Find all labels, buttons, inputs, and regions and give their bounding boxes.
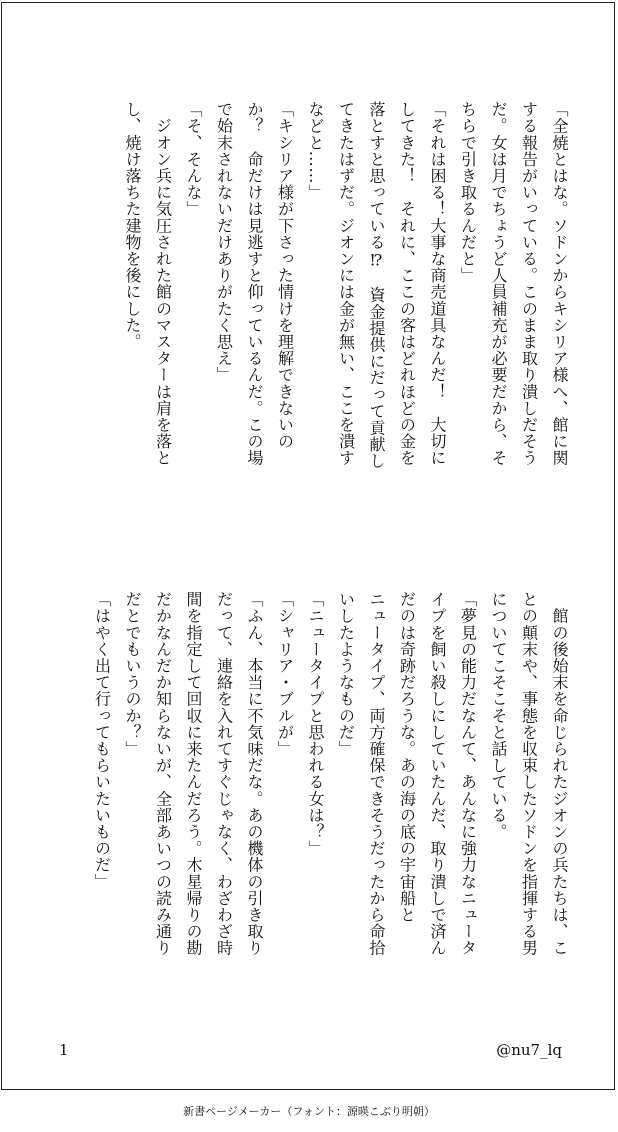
text-line: てきたはずだ。ジオンには金が無い、ここを潰す — [336, 101, 356, 467]
text-line: してきた！ それに、ここの客はどれほどの金を — [397, 101, 417, 467]
text-line: だ。女は月でちょうど人員補充が必要だから、そ — [489, 101, 508, 467]
text-block-top — [117, 101, 575, 541]
text-line: だとでもいうのか？」 — [123, 591, 142, 757]
text-line: などと……」 — [306, 101, 325, 201]
footer-credit: 新書ページメーカー（フォント：源暎こぶり明朝） — [183, 1105, 435, 1118]
text-line: 館の後始末を命じられたジオンの兵たちは、こ — [550, 591, 569, 957]
page-number: 1 — [59, 1041, 69, 1059]
text-line: 「そ、そんな」 — [184, 101, 203, 218]
text-line: ニュータイプ、両方確保できそうだったから命拾 — [367, 591, 386, 957]
text-line: だのは奇跡だろうな。あの海の底の宇宙船と — [397, 591, 417, 923]
text-line: だって、連絡を入れてすぐじゃなく、わざわざ時 — [214, 591, 234, 957]
text-block-bottom — [86, 591, 574, 1031]
text-line: 「ふん、本当に不気味だな。あの機体の引き取り — [245, 591, 264, 957]
text-line: いしたようなものだ」 — [336, 591, 356, 757]
text-line: 「ニュータイプと思われる女は？」 — [306, 591, 325, 857]
page-frame — [1, 2, 615, 1090]
text-line: ジオン兵に気圧された館のマスターは肩を落と — [153, 101, 173, 467]
text-line: だかなんだか知らないが、全部あいつの読み通り — [153, 591, 173, 957]
text-line: 「全焼とはな。ソドンからキシリア様へ、館に関 — [550, 101, 569, 467]
text-line: で始末されないだけありがたく思え」 — [214, 101, 234, 384]
author-handle: @nu7_lq — [496, 1041, 562, 1059]
text-line: 間を指定して回収に来たんだろう。木星帰りの勘 — [184, 591, 203, 957]
text-line: 「キシリア様が下さった情けを理解できないの — [275, 101, 295, 450]
text-line: し、焼け落ちた建物を後にした。 — [123, 101, 142, 350]
text-line: 落とすと思っている⁉ 資金提供にだって貢献し — [367, 101, 386, 470]
text-line: する報告がいっている。このまま取り潰しだそう — [519, 101, 539, 467]
text-line: か？ 命だけは見逃すと仰っているんだ。この場 — [245, 101, 264, 467]
text-line: との顛末や、事態を収束したソドンを指揮する男 — [519, 591, 539, 957]
text-line: 「夢見の能力だなんて、あんなに強力なニュータ — [458, 591, 478, 957]
text-line: 「はやく出て行ってもらいたいものだ」 — [92, 591, 112, 890]
text-line: イプを飼い殺しにしていたんだ、取り潰しで済ん — [428, 591, 447, 957]
text-line: 「それは困る！大事な商売道具なんだ！ 大切に — [428, 101, 447, 467]
text-line: ちらで引き取るんだと」 — [458, 101, 478, 284]
text-line: 「シャリア・ブルが」 — [275, 591, 295, 757]
text-line: についてこそこそと話している。 — [489, 591, 508, 840]
